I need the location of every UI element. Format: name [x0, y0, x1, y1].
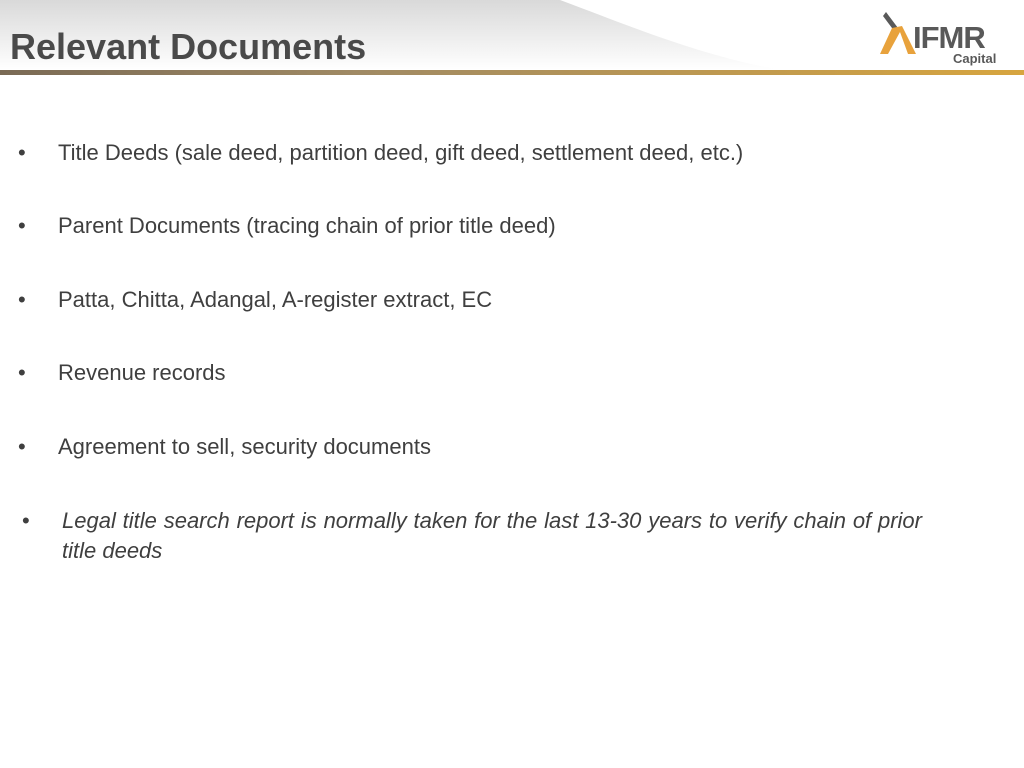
bullet-dot: •	[22, 508, 30, 533]
bullet-text: Revenue records	[58, 360, 226, 385]
bullet-dot: •	[18, 360, 26, 385]
bullet-text: Agreement to sell, security documents	[58, 434, 431, 459]
bullet-dot: •	[18, 287, 26, 312]
bullet-text: Title Deeds (sale deed, partition deed, gift deed, settlement deed, etc.)	[58, 140, 744, 165]
bullet-text: Parent Documents (tracing chain of prior title deed)	[58, 213, 556, 238]
bullet-dot: •	[18, 140, 26, 165]
page-title: Relevant Documents	[10, 26, 367, 67]
logo-brand-text: IFMR	[913, 20, 985, 55]
bullet-dot: •	[18, 213, 26, 238]
bullet-dot: •	[18, 434, 26, 459]
logo-sub-text: Capital	[953, 51, 997, 66]
bullet-text: Legal title search report is normally taken for the last 13-30 years to verify chain of prior title deeds	[62, 508, 922, 563]
bullet-text: Patta, Chitta, Adangal, A-register extract, EC	[58, 287, 493, 312]
